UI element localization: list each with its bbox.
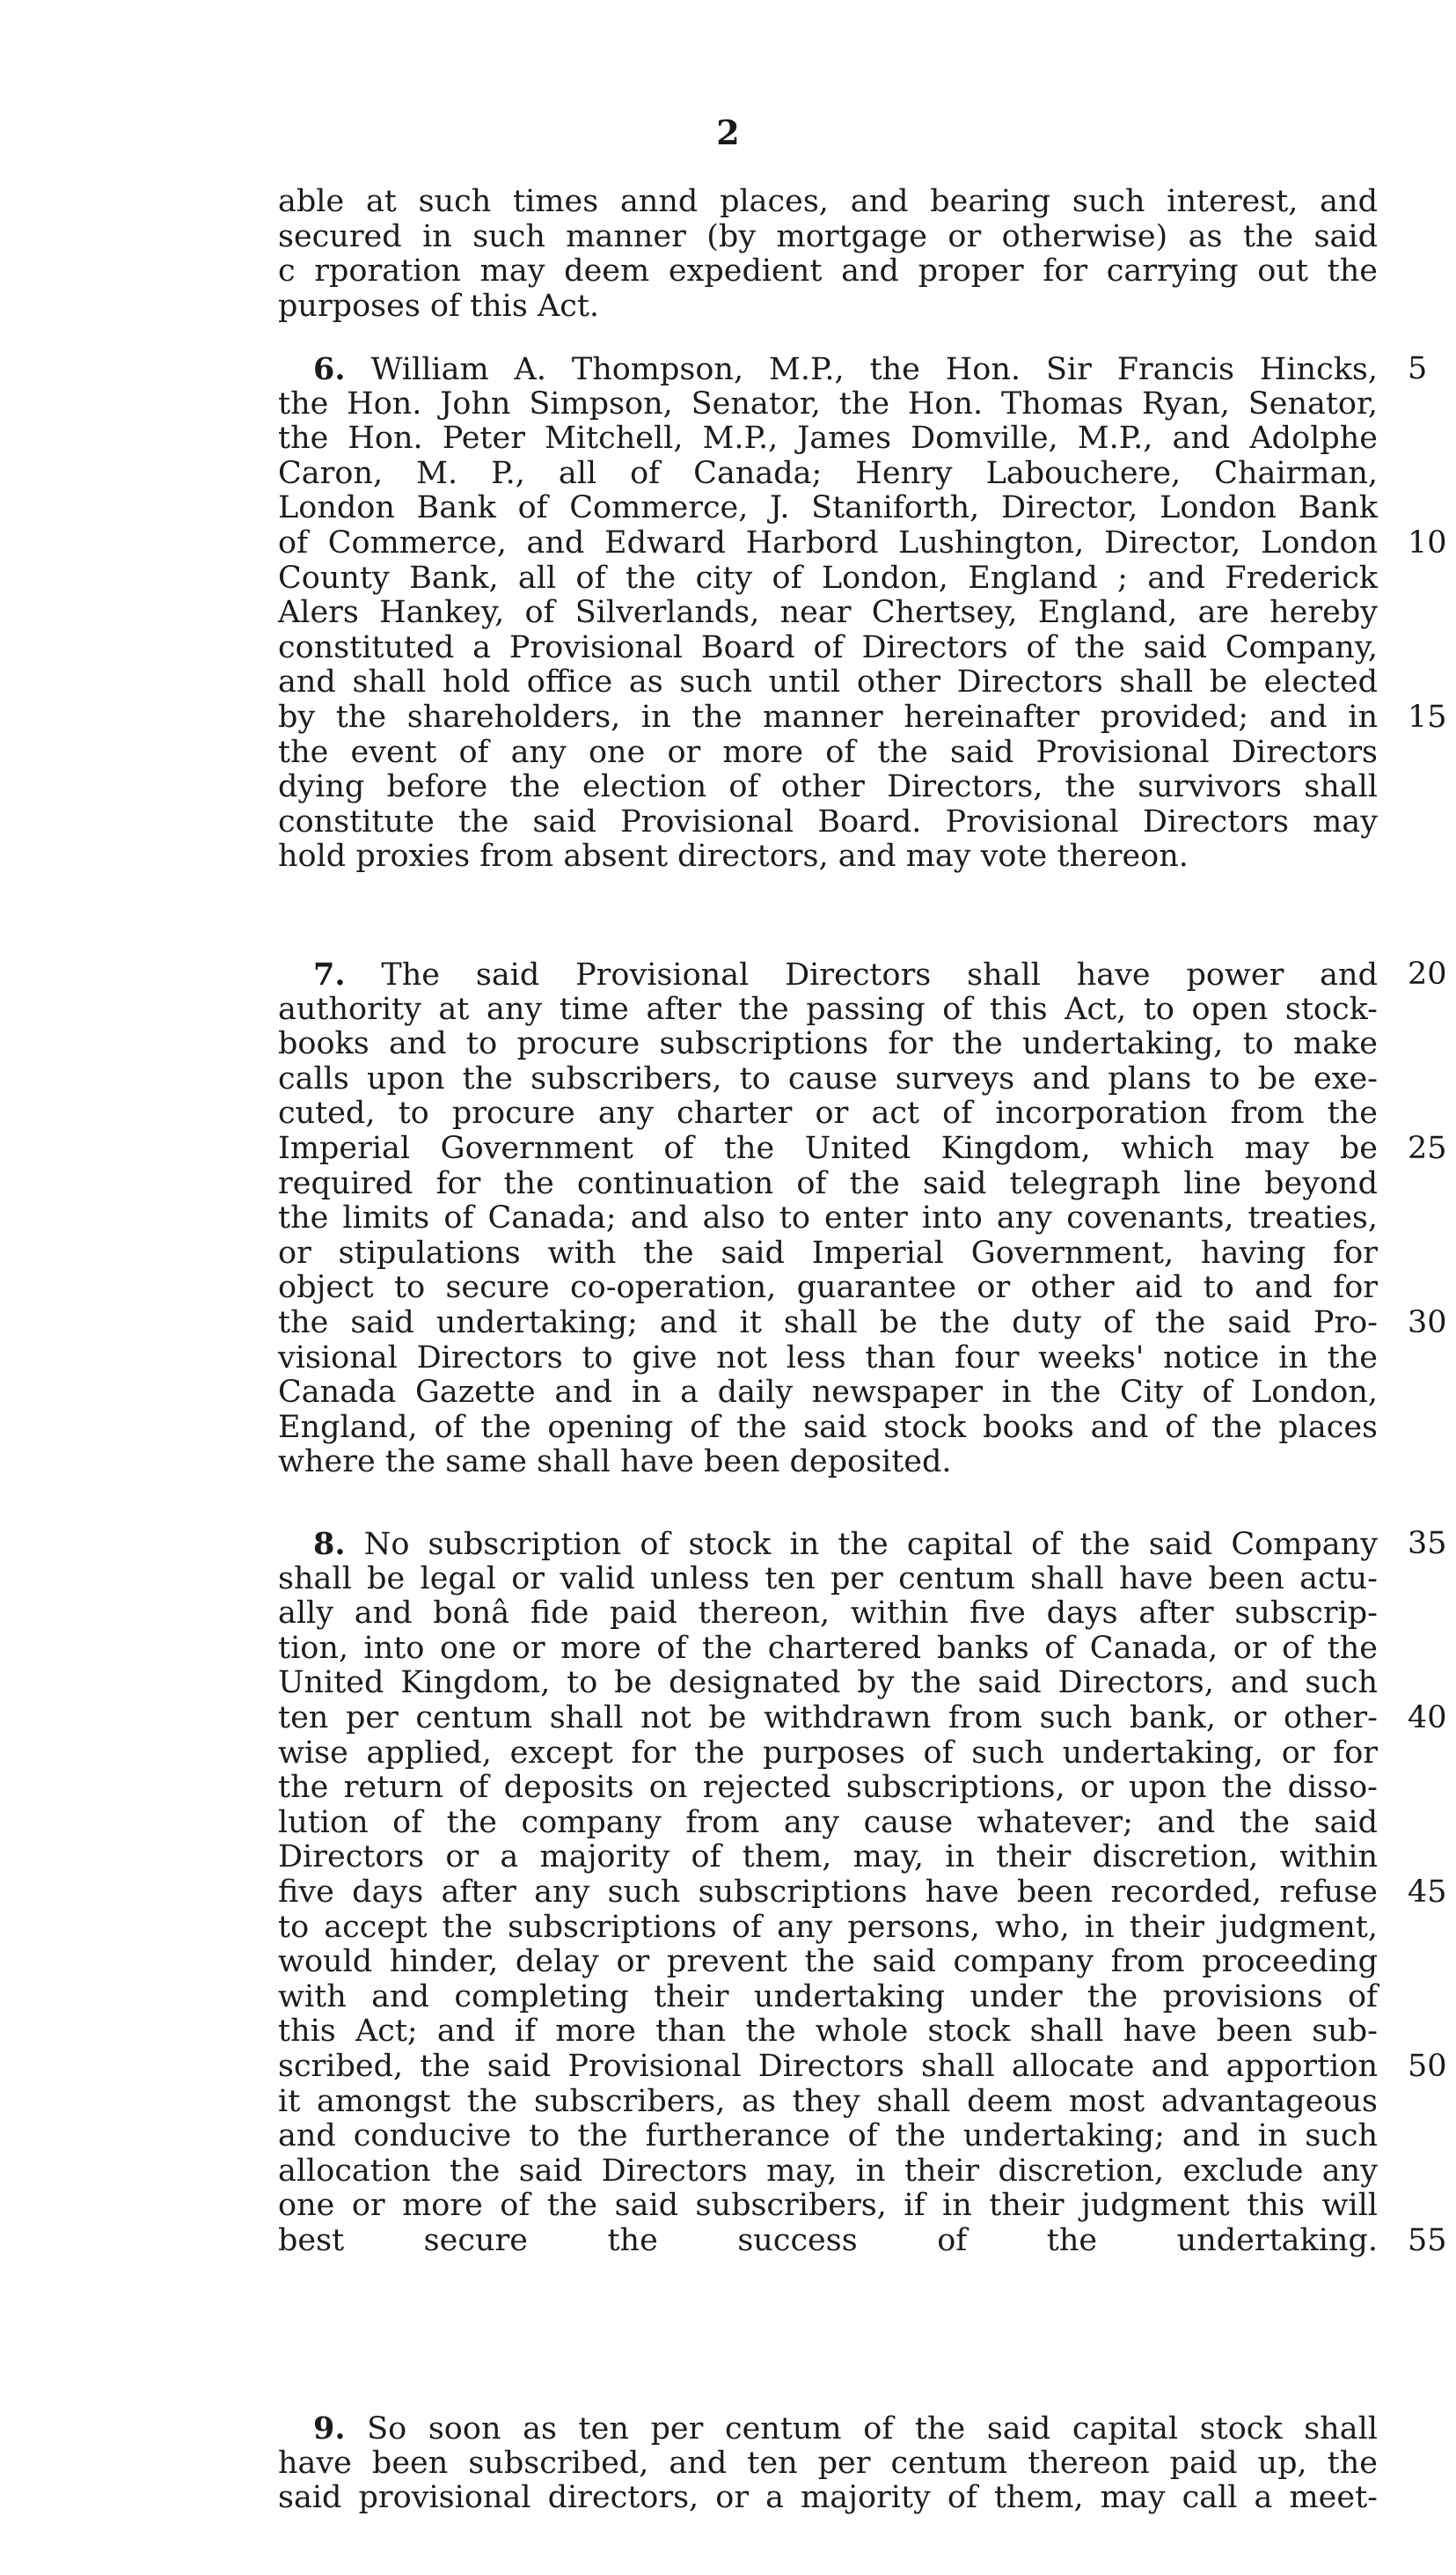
text-line: the event of any one or more of the said Provisional Directors — [278, 734, 1378, 770]
text-line: 6. William A. Thompson, M.P., the Hon. Sir Francis Hincks, 5 — [313, 351, 1428, 387]
text-line: purposes of this Act. — [278, 288, 600, 324]
text-line: cuted, to procure any charter or act of incorporation from the — [278, 1096, 1378, 1132]
text-line: the Hon. Peter Mitchell, M.P., James Domville, M.P., and Adolphe — [278, 421, 1378, 457]
line-number: 30 — [1408, 1304, 1447, 1340]
text-line — [278, 2363, 1378, 2398]
line-number: 55 — [1408, 2222, 1447, 2258]
text-line: calls upon the subscribers, to cause surveys and plans to be exe- — [278, 1060, 1378, 1097]
line-number: 50 — [1408, 2048, 1447, 2084]
paragraph-continuation — [278, 185, 1378, 324]
section-number: 9. — [313, 2410, 346, 2447]
text-line: the said undertaking; and it shall be the duty of the said Pro- 30 — [278, 1304, 1447, 1340]
text-line: of Commerce, and Edward Harbord Lushington, Director, London 10 — [278, 525, 1447, 561]
text-line: dying before the election of other Directors, the survivors shall — [278, 769, 1378, 805]
text-line: and conducive to the furtherance of the undertaking; and in such — [278, 2118, 1378, 2154]
text-line: with and completing their undertaking under the provisions of — [278, 1978, 1378, 2014]
line-number: 25 — [1408, 1130, 1447, 1166]
text-line: 8. No subscription of stock in the capital of the said Company 35 — [313, 1526, 1447, 1562]
line-number: 20 — [1408, 957, 1447, 992]
text-line: and shall hold office as such until other Directors shall be elected — [278, 664, 1378, 701]
text-line: the Hon. John Simpson, Senator, the Hon. Thomas Ryan, Senator, — [278, 385, 1378, 422]
line-number: 15 — [1408, 699, 1447, 735]
text-line: ally and bonâ fide paid thereon, within five days after subscrip- — [278, 1596, 1378, 1632]
text-line: constitute the said Provisional Board. Provisional Directors may — [278, 803, 1378, 840]
text-line: one or more of the said subscribers, if in their judgment this will — [278, 2188, 1378, 2224]
text-line: would hinder, delay or prevent the said company from proceeding — [278, 1944, 1378, 1980]
text-line: the return of deposits on rejected subscriptions, or upon the disso- — [278, 1770, 1378, 1806]
text-line: to accept the subscriptions of any persons, who, in their judgment, — [278, 1909, 1378, 1945]
section-number: 8. — [313, 1526, 346, 1562]
text-line — [278, 2329, 1378, 2364]
text-line: Imperial Government of the United Kingdom, which may be 25 — [278, 1130, 1447, 1166]
text-line: by the shareholders, in the manner hereinafter provided; and in 15 — [278, 699, 1447, 735]
text-line: London Bank of Commerce, J. Staniforth, Director, London Bank — [278, 490, 1378, 526]
text-line — [278, 2258, 1378, 2293]
text-line: ten per centum shall not be withdrawn from such bank, or other- 40 — [278, 1699, 1447, 1735]
text-line: c rporation may deem expedient and proper for carrying out the — [278, 253, 1378, 290]
text-line: have been subscribed, and ten per centum thereon paid up, the — [278, 2445, 1378, 2481]
text-line: hold proxies from absent directors, and may vote thereon. — [278, 839, 1189, 875]
section-9 — [278, 2411, 1378, 2516]
text-line: where the same shall have been deposited. — [278, 1444, 952, 1480]
text-line: shall be legal or valid unless ten per centum shall have been actu- — [278, 1560, 1378, 1596]
section-6 — [278, 351, 1447, 875]
text-line: Canada Gazette and in a daily newspaper in the City of London, — [278, 1375, 1378, 1411]
page-number: 2 — [716, 113, 740, 152]
line-number: 35 — [1408, 1526, 1447, 1561]
text-line: authority at any time after the passing of this Act, to open stock- — [278, 991, 1378, 1027]
text-line: Alers Hankey, of Silverlands, near Chertsey, England, are hereby — [278, 595, 1378, 631]
text-line: able at such times annd places, and bearing such interest, and — [278, 184, 1378, 219]
text-line: United Kingdom, to be designated by the said Directors, and such — [278, 1665, 1378, 1701]
text-line: it amongst the subscribers, as they shall deem most advantageous — [278, 2083, 1378, 2119]
text-line: 9. So soon as ten per centum of the said capital stock shall — [313, 2410, 1378, 2447]
line-number: 40 — [1408, 1699, 1447, 1735]
text-line: allocation the said Directors may, in their discretion, exclude any — [278, 2153, 1378, 2189]
text-line — [278, 2293, 1378, 2329]
text-line: the limits of Canada; and also to enter into any covenants, treaties, — [278, 1200, 1378, 1236]
text-line: visional Directors to give not less than four weeks' notice in the — [278, 1339, 1378, 1376]
line-number: 5 — [1408, 351, 1428, 386]
text-line: lution of the company from any cause whatever; and the said — [278, 1804, 1378, 1840]
text-line: best secure the success of the undertaking. 55 — [278, 2222, 1447, 2258]
section-7 — [278, 957, 1447, 1480]
line-number: 45 — [1408, 1874, 1447, 1910]
section-number: 6. — [313, 351, 346, 387]
text-line: constituted a Provisional Board of Directors of the said Company, — [278, 629, 1378, 665]
text-line: required for the continuation of the said telegraph line beyond — [278, 1165, 1378, 1201]
text-line: books and to procure subscriptions for the undertaking, to make — [278, 1026, 1378, 1062]
text-line: or stipulations with the said Imperial Government, having for — [278, 1235, 1378, 1271]
text-line: England, of the opening of the said stock books and of the places — [278, 1409, 1378, 1445]
text-line: wise applied, except for the purposes of such undertaking, or for — [278, 1735, 1378, 1771]
line-number: 10 — [1408, 525, 1447, 561]
section-8 — [278, 1526, 1447, 2398]
text-line: tion, into one or more of the chartered banks of Canada, or of the — [278, 1630, 1378, 1666]
text-line: 7. The said Provisional Directors shall have power and 20 — [313, 957, 1447, 993]
text-line: five days after any such subscriptions have been recorded, refuse 45 — [278, 1874, 1447, 1910]
text-line: object to secure co-operation, guarantee or other aid to and for — [278, 1270, 1378, 1306]
text-line: said provisional directors, or a majority of them, may call a meet- — [278, 2480, 1378, 2516]
section-number: 7. — [313, 957, 346, 993]
text-line: secured in such manner (by mortgage or otherwise) as the said — [278, 218, 1378, 254]
text-line: County Bank, all of the city of London, England ; and Frederick — [278, 560, 1378, 596]
text-line: scribed, the said Provisional Directors shall allocate and apportion 50 — [278, 2048, 1447, 2084]
text-line: this Act; and if more than the whole stock shall have been sub- — [278, 2014, 1378, 2050]
text-line: Caron, M. P., all of Canada; Henry Labouchere, Chairman, — [278, 455, 1378, 491]
text-line: Directors or a majority of them, may, in their discretion, within — [278, 1839, 1378, 1875]
